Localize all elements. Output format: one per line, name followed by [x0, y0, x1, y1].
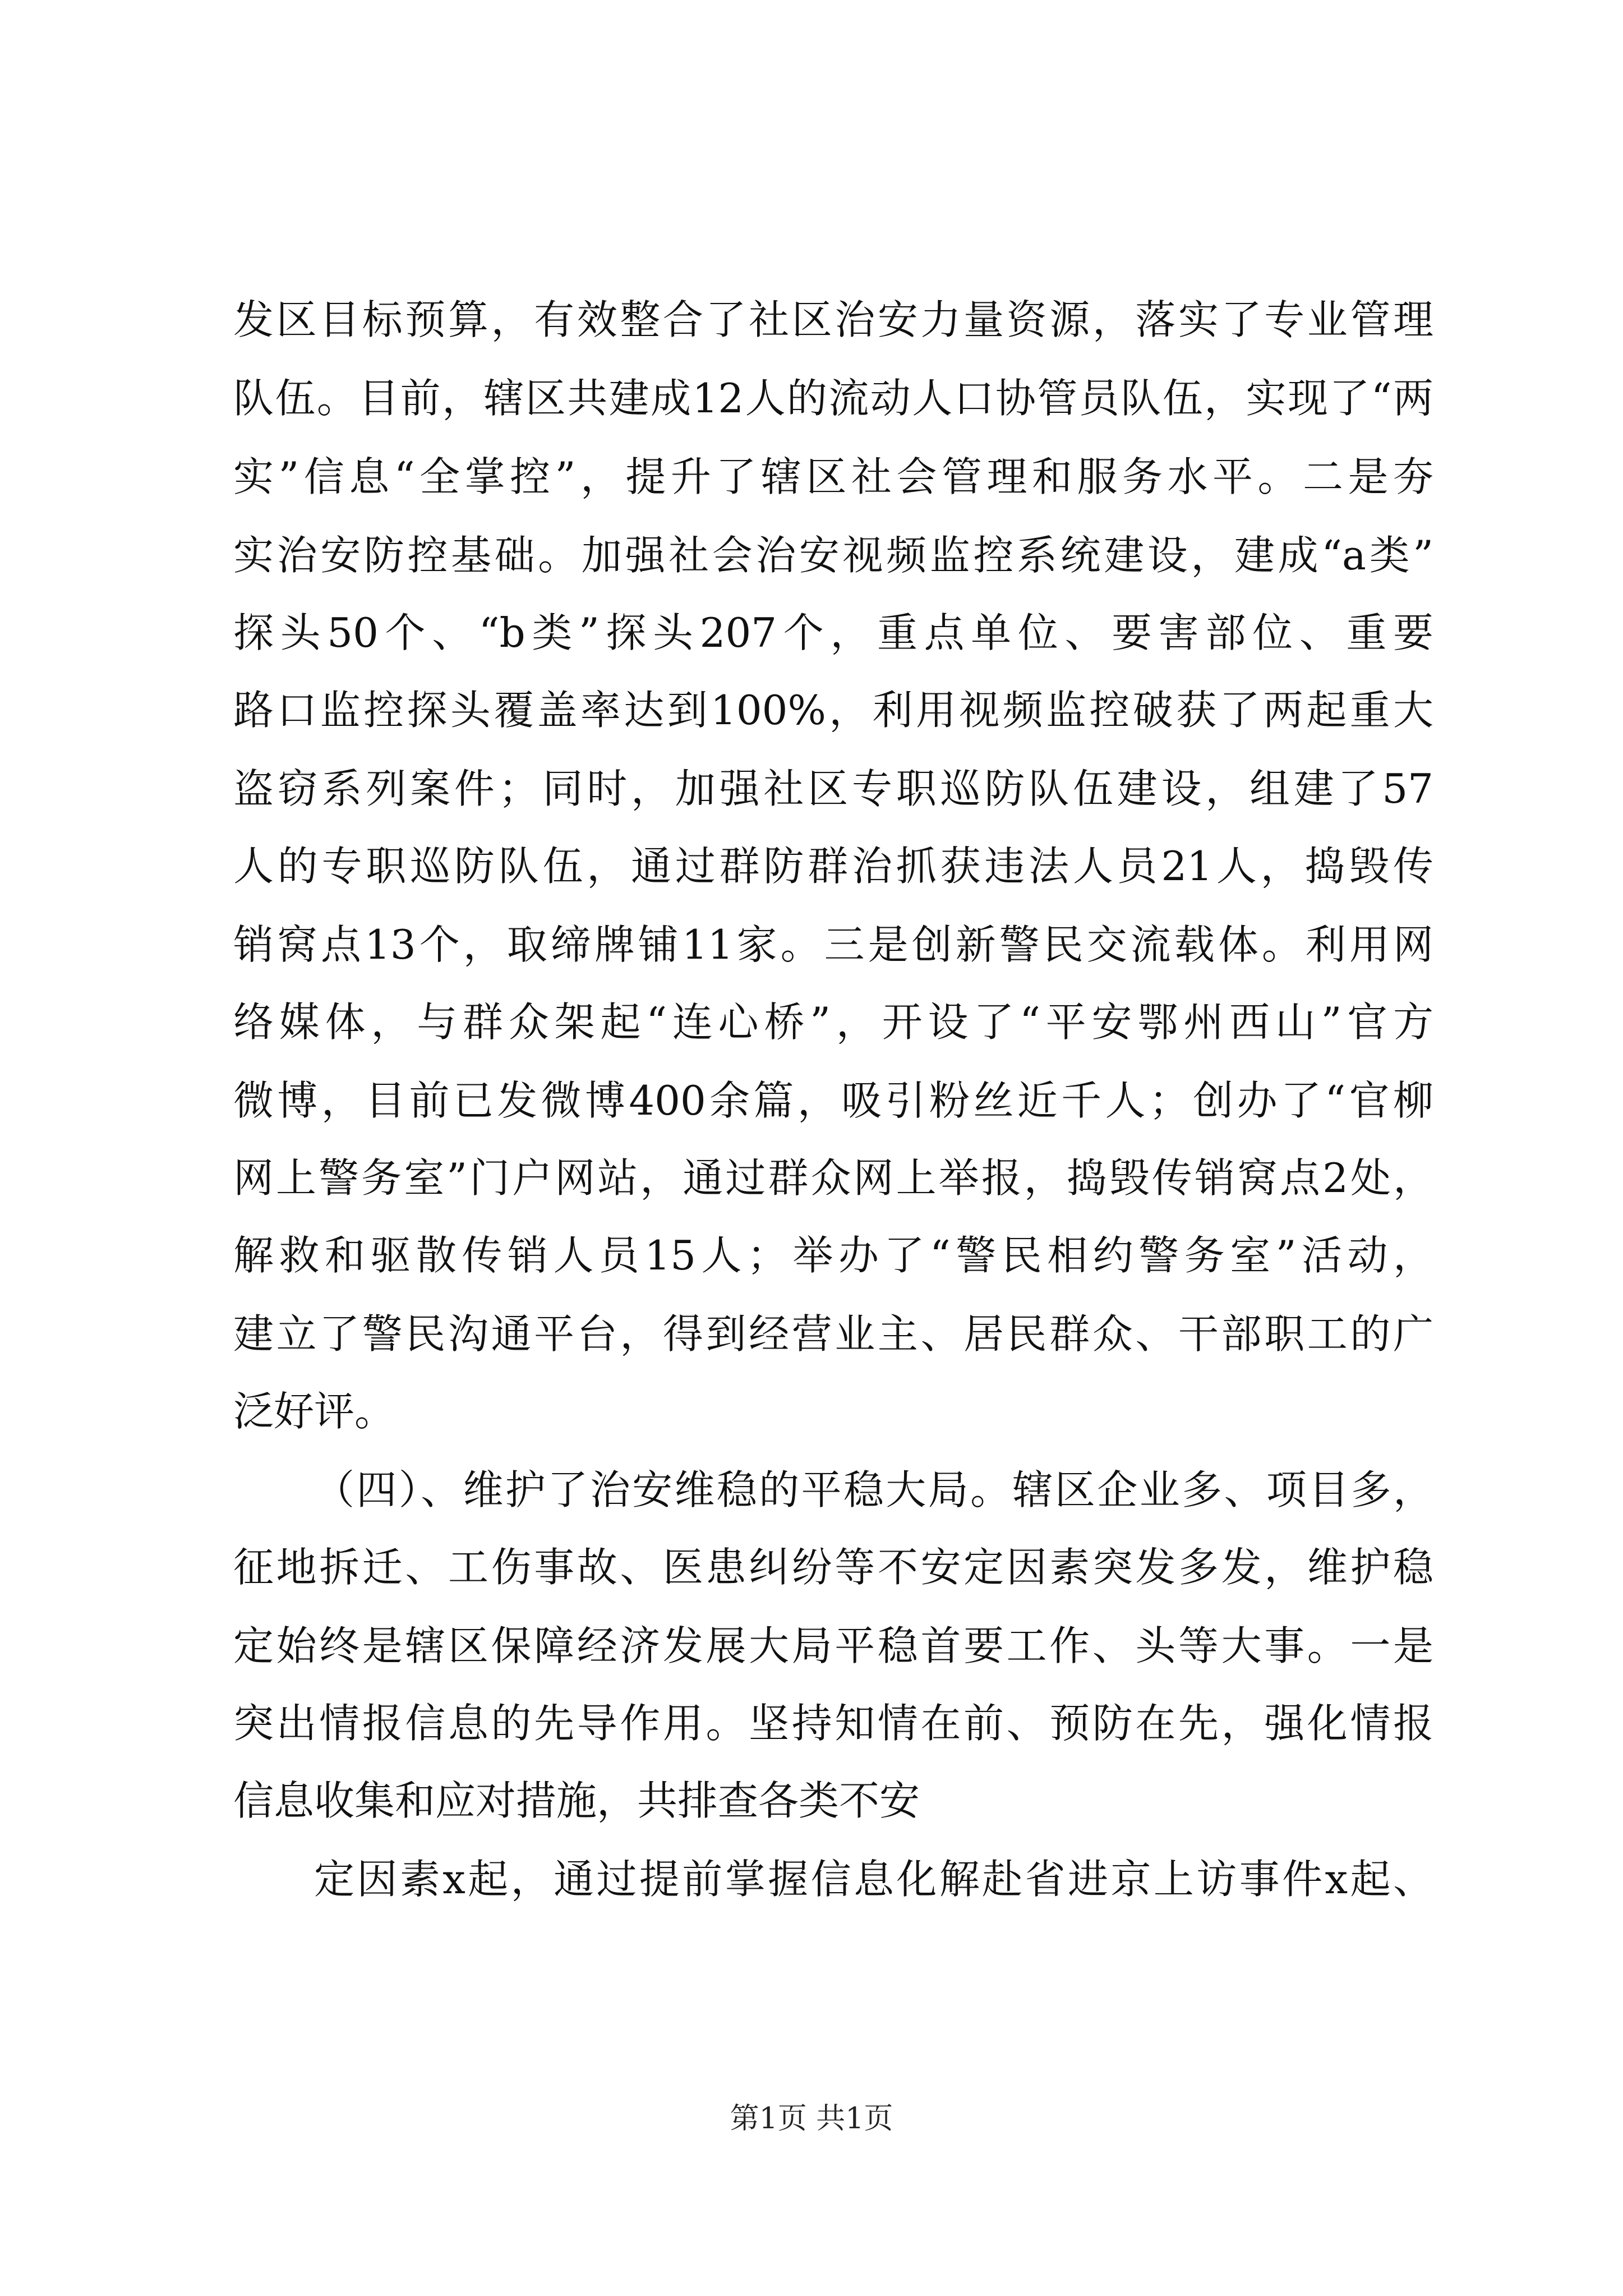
text-line: 队伍。目前，辖区共建成12人的流动人口协管员队伍，实现了“两	[233, 375, 1433, 422]
text-line: 定始终是辖区保障经济发展大局平稳首要工作、头等大事。一是	[233, 1622, 1433, 1669]
text-line: 信息收集和应对措施，共排查各类不安	[233, 1777, 920, 1824]
text-line: 解救和驱散传销人员15人；举办了“警民相约警务室”活动，	[233, 1232, 1433, 1279]
text-line: 征地拆迁、工伤事故、医患纠纷等不安定因素突发多发，维护稳	[233, 1544, 1433, 1591]
text-line: 路口监控探头覆盖率达到100%，利用视频监控破获了两起重大	[233, 687, 1433, 734]
text-line: 突出情报信息的先导作用。坚持知情在前、预防在先，强化情报	[233, 1700, 1433, 1747]
text-line: 实治安防控基础。加强社会治安视频监控系统建设，建成“a类”	[233, 532, 1433, 579]
text-line: 泛好评。	[233, 1388, 395, 1435]
text-line: 探头50个、“b类”探头207个，重点单位、要害部位、重要	[233, 609, 1433, 656]
text-line: 建立了警民沟通平台，得到经营业主、居民群众、干部职工的广	[233, 1310, 1433, 1358]
text-line: 盗窃系列案件；同时，加强社区专职巡防队伍建设，组建了57	[233, 765, 1433, 812]
text-line: 发区目标预算，有效整合了社区治安力量资源，落实了专业管理	[233, 296, 1433, 343]
text-line: 网上警务室”门户网站，通过群众网上举报，捣毁传销窝点2处，	[233, 1154, 1433, 1202]
text-line: 销窝点13个，取缔牌铺11家。三是创新警民交流载体。利用网	[233, 921, 1433, 968]
page-number-footer: 第1页 共1页	[730, 2102, 893, 2136]
text-line: 定因素x起，通过提前掌握信息化解赴省进京上访事件x起、	[314, 1856, 1433, 1903]
text-line: 微博，目前已发微博400余篇，吸引粉丝近千人；创办了“官柳	[233, 1077, 1433, 1124]
paragraph-heading-line: （四）、维护了治安维稳的平稳大局。辖区企业多、项目多，	[314, 1466, 1433, 1513]
text-line: 实”信息“全掌控”，提升了辖区社会管理和服务水平。二是夯	[233, 453, 1433, 500]
text-line: 络媒体，与群众架起“连心桥”，开设了“平安鄂州西山”官方	[233, 999, 1433, 1046]
text-line: 人的专职巡防队伍，通过群防群治抓获违法人员21人，捣毁传	[233, 843, 1433, 890]
